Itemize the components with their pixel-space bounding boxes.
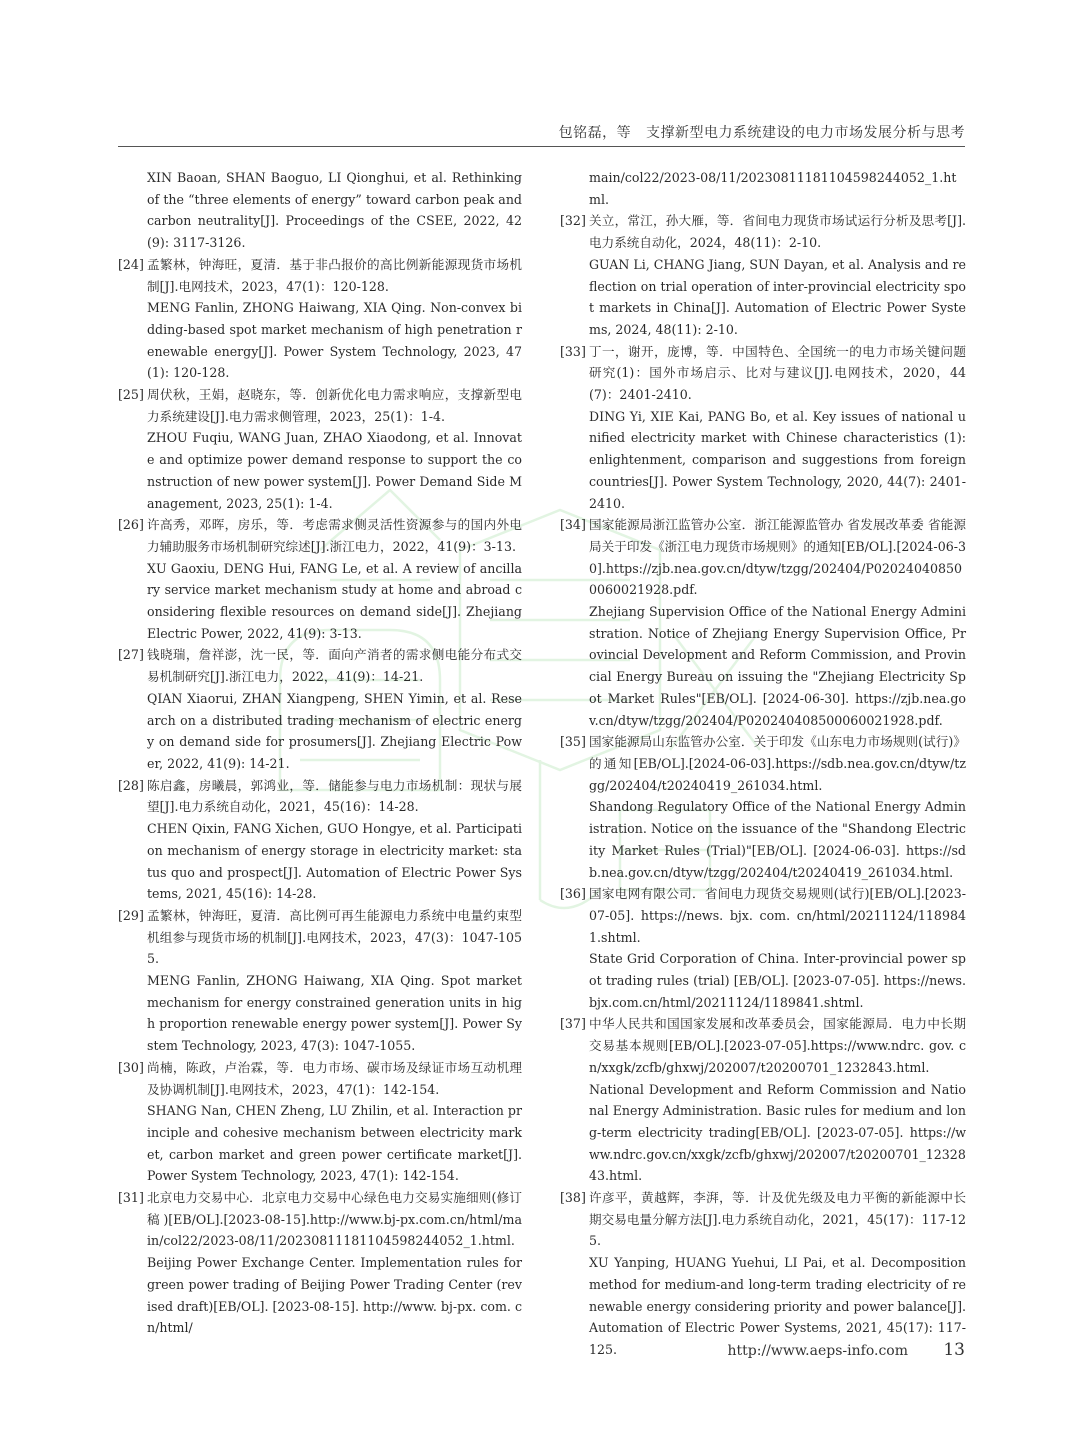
right-column (560, 167, 966, 1361)
reference-34 (560, 514, 966, 731)
reference-chinese: 钱晓瑞，詹祥澎，沈一民，等．面向产消者的需求侧电能分布式交易机制研究[J].浙江电力，2022，41(9)：14-21. (147, 647, 522, 685)
reference-english: Beijing Power Exchange Center. Implementation rules for green power trading of Beijing Power Trading Center (revised draft)[EB/OL]. [2023-08-15]. http://www. bj-px. com. cn/html/ (147, 1255, 522, 1336)
reference-english: MENG Fanlin, ZHONG Haiwang, XIA Qing. Non-convex bidding-based spot market mechanism of high penetration renewable energy[J]. Power System Technology, 2023, 47(1): 120-128. (147, 300, 522, 381)
reference-english: National Development and Reform Commission and National Energy Administration. Basic rules for medium and long-term electricity trading[EB/OL]. [2023-07-05]. https://www.ndrc.gov.cn/xxgk/zcfb/ghxwj/202007/t20200701_1232843.html. (589, 1081, 966, 1184)
reference-english: CHEN Qixin, FANG Xichen, GUO Hongye, et al. Participation mechanism of energy storage in electricity market: status quo and prospect[J]. Automation of Electric Power Systems, 2021, 45(16): 14-28. (147, 821, 522, 902)
reference-27 (118, 644, 522, 774)
reference-chinese: 周伏秋，王娟，赵晓东，等．创新优化电力需求响应，支撑新型电力系统建设[J].电力需求侧管理，2023，25(1)：1-4. (147, 387, 522, 424)
reference-english: SHANG Nan, CHEN Zheng, LU Zhilin, et al. Interaction principle and cohesive mechanism between electricity market, carbon market and green power certificate market[J]. Power System Technology, 2023, 47(1): 142-154. (147, 1103, 522, 1184)
reference-chinese: 国家能源局浙江监管办公室．浙江能源监管办 省发展改革委 省能源局关于印发《浙江电力现货市场规则》的通知[EB/OL].[2024-06-30].https://zjb.nea.gov.cn/dtyw/tzgg/202404/P020240408500060021928.pdf. (589, 517, 966, 598)
reference-number: [34] (560, 517, 586, 533)
reference-chinese: 陈启鑫，房曦晨，郭鸿业，等．储能参与电力市场机制：现状与展望[J].电力系统自动化，2021，45(16)：14-28. (147, 777, 522, 815)
reference-english: XU Gaoxiu, DENG Hui, FANG Le, et al. A review of ancillary service market mechanism study at home and abroad considering flexible resources on demand side[J]. Zhejiang Electric Power, 2022, 41(9): 3-13. (147, 560, 522, 641)
reference-number: [36] (560, 886, 586, 902)
reference-number: [27] (118, 647, 144, 663)
running-header (559, 122, 965, 142)
header-rule (118, 146, 965, 147)
reference-36 (560, 883, 966, 1013)
reference-number: [33] (560, 343, 586, 359)
reference-chinese: 中华人民共和国国家发展和改革委员会，国家能源局．电力中长期交易基本规则[EB/OL].[2023-07-05].https://www.ndrc. gov. cn/xxgk/zcfb/ghxwj/202007/t20200701_1232843.html. (589, 1016, 966, 1075)
reference-continuation: main/col22/2023-08/11/20230811181104598244052_1.html. (589, 170, 957, 207)
reference-number: [26] (118, 517, 144, 533)
reference-english: ZHOU Fuqiu, WANG Juan, ZHAO Xiaodong, et al. Innovate and optimize power demand response to support the construction of new power system[J]. Power Demand Side Management, 2023, 25(1): 1-4. (147, 430, 522, 511)
reference-number: [38] (560, 1190, 586, 1206)
reference-number: [28] (118, 777, 144, 793)
reference-number: [24] (118, 256, 144, 272)
reference-english: Zhejiang Supervision Office of the National Energy Administration. Notice of Zhejiang Energy Supervision Office, Provincial Development and Reform Commission, and Provincial Energy Bureau on issuing the "Zhejiang Electricity Spot Market Rules"[EB/OL]. [2024-06-30]. https://zjb.nea.gov.cn/dtyw/tzgg/202404/P020240408500060021928.pdf. (589, 604, 966, 728)
reference-25 (118, 384, 522, 514)
reference-number: [32] (560, 213, 586, 229)
left-column (118, 167, 522, 1339)
reference-number: [35] (560, 734, 586, 750)
reference-english: QIAN Xiaorui, ZHAN Xiangpeng, SHEN Yimin, et al. Research on a distributed trading mechanism of electric energy on demand side for prosumers[J]. Zhejiang Electric Power, 2022, 41(9): 14-21. (147, 690, 522, 771)
reference-number: [31] (118, 1190, 144, 1206)
reference-38 (560, 1187, 966, 1361)
reference-28 (118, 775, 522, 905)
footer-url: http://www.aeps-info.com (727, 1343, 908, 1359)
reference-29 (118, 905, 522, 1057)
reference-number: [25] (118, 387, 144, 403)
header-authors: 包铭磊，等 (558, 125, 632, 141)
reference-english: Shandong Regulatory Office of the National Energy Administration. Notice on the issuance of the "Shandong Electricity Market Rules (Trial)"[EB/OL]. [2024-06-03]. https://sdb.nea.gov.cn/dtyw/tzgg/202404/t20240419_261034.html. (589, 799, 966, 880)
reference-chinese: 丁一，谢开，庞博，等．中国特色、全国统一的电力市场关键问题研究(1)：国外市场启示、比对与建议[J].电网技术，2020，44(7)：2401-2410. (589, 343, 966, 403)
header-title: 支撑新型电力系统建设的电力市场发展分析与思考 (646, 125, 965, 141)
reference-37 (560, 1013, 966, 1187)
reference-chinese: 许彦平，黄越辉，李湃，等．计及优先级及电力平衡的新能源中长期交易电量分解方法[J].电力系统自动化，2021，45(17)：117-125. (589, 1190, 966, 1249)
reference-chinese: 孟繁林，钟海旺，夏清．基于非凸报价的高比例新能源现货市场机制[J].电网技术，2023，47(1)：120-128. (147, 256, 522, 294)
reference-chinese: 北京电力交易中心．北京电力交易中心绿色电力交易实施细则(修订稿)[EB/OL].[2023-08-15].http://www.bj-px.com.cn/html/main/col22/2023-08/11/20230811181104598244052_1.html. (147, 1190, 522, 1249)
reference-24 (118, 254, 522, 384)
reference-chinese: 关立，常江，孙大雁，等．省间电力现货市场试运行分析及思考[J].电力系统自动化，2024，48(11)：2-10. (589, 213, 966, 251)
page-number: 13 (943, 1340, 965, 1360)
reference-32 (560, 210, 966, 340)
reference-english: XU Yanping, HUANG Yuehui, LI Pai, et al. Decomposition method for medium-and long-term trading electricity of renewable energy considering priority and power balance[J]. Automation of Electric Power Systems, 2021, 45(17): 117-125. (589, 1255, 966, 1357)
reference-continuation: XIN Baoan, SHAN Baoguo, LI Qionghui, et al. Rethinking of the “three elements of energy” toward carbon peak and carbon neutrality[J]. Proceedings of the CSEE, 2022, 42(9): 3117-3126. (147, 170, 522, 251)
reference-number: [30] (118, 1059, 144, 1075)
reference-chinese: 孟繁林，钟海旺，夏清．高比例可再生能源电力系统中电量约束型机组参与现货市场的机制[J].电网技术，2023，47(3)：1047-1055. (147, 907, 522, 967)
reference-english: State Grid Corporation of China. Inter-provincial power spot trading rules (trial) [EB/OL]. [2023-07-05]. https://news.bjx.com.cn/html/20211124/1189841.shtml. (589, 951, 966, 1010)
reference-chinese: 国家能源局山东监管办公室．关于印发《山东电力市场规则(试行)》的通知[EB/OL].[2024-06-03].https://sdb.nea.gov.cn/dtyw/tzgg/202404/t20240419_261034.html. (589, 734, 966, 793)
reference-chinese: 尚楠，陈政，卢治霖，等．电力市场、碳市场及绿证市场互动机理及协调机制[J].电网技术，2023，47(1)：142-154. (147, 1059, 522, 1097)
reference-english: GUAN Li, CHANG Jiang, SUN Dayan, et al. Analysis and reflection on trial operation of inter-provincial electricity spot markets in China[J]. Automation of Electric Power Systems, 2024, 48(11): 2-10. (589, 256, 967, 337)
reference-26 (118, 514, 522, 644)
reference-chinese: 许高秀，邓晖，房乐，等．考虑需求侧灵活性资源参与的国内外电力辅助服务市场机制研究综述[J].浙江电力，2022，41(9)：3-13. (147, 517, 522, 554)
reference-english: DING Yi, XIE Kai, PANG Bo, et al. Key issues of national unified electricity market with Chinese characteristics (1): enlightenment, comparison and suggestions from foreign countries[J]. Power System Technology, 2020, 44(7): 2401-2410. (589, 408, 966, 511)
reference-35 (560, 731, 966, 883)
reference-chinese: 国家电网有限公司．省间电力现货交易规则(试行)[EB/OL].[2023-07-05]. https://news. bjx. com. cn/html/20211124/1189841.shtml. (589, 886, 966, 945)
reference-31 (118, 1187, 522, 1339)
reference-33 (560, 341, 966, 515)
reference-english: MENG Fanlin, ZHONG Haiwang, XIA Qing. Spot market mechanism for energy constrained generation units in high proportion renewable energy power system[J]. Power System Technology, 2023, 47(3): 1047-1055. (147, 973, 522, 1054)
reference-number: [37] (560, 1016, 586, 1032)
reference-30 (118, 1057, 522, 1187)
reference-number: [29] (118, 907, 144, 923)
